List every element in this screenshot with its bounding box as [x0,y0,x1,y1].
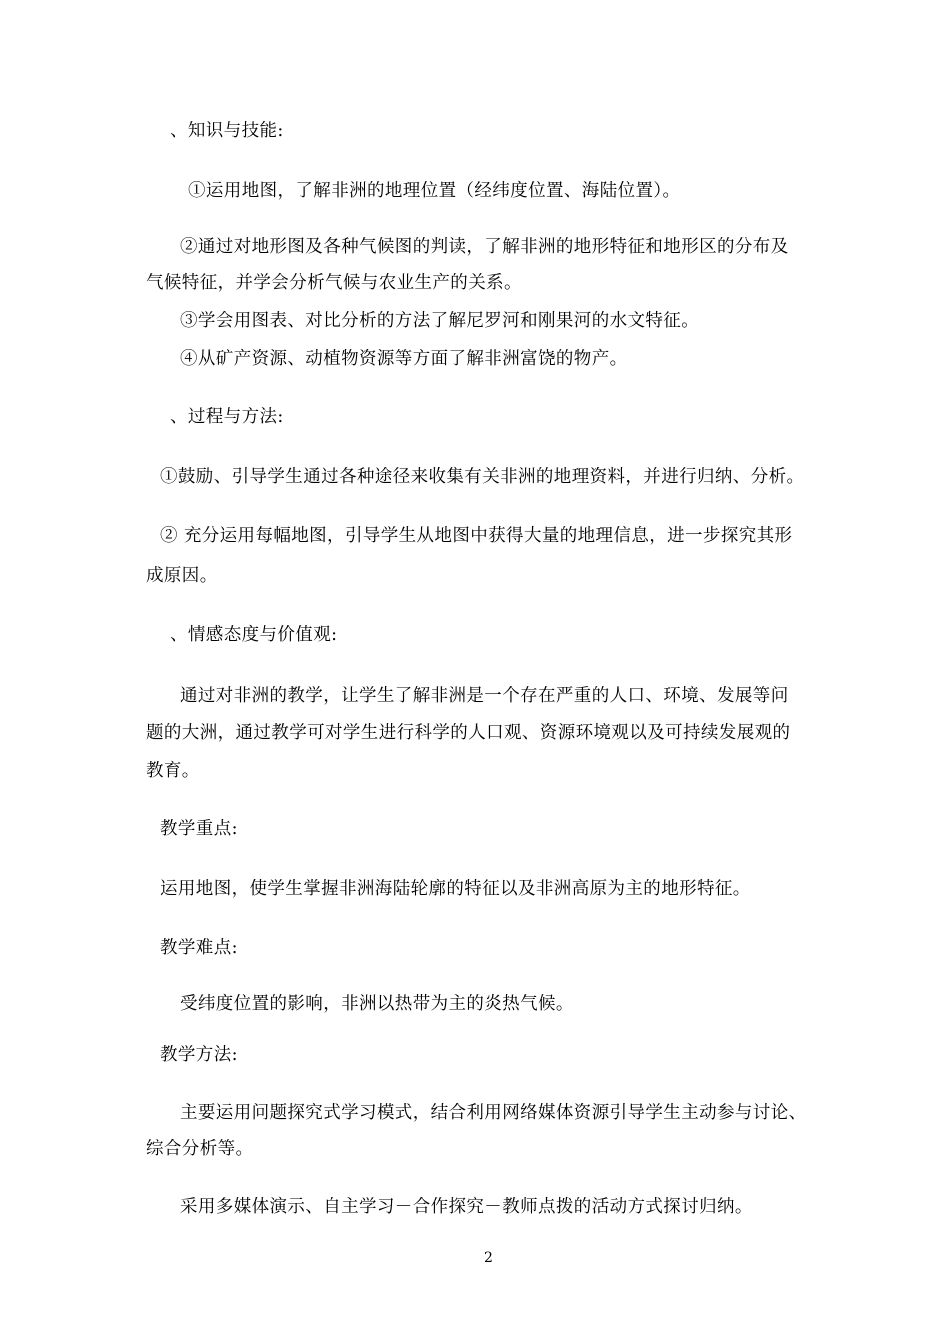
difficult-points-text: 受纬度位置的影响，非洲以热带为主的炎热气候。 [180,994,574,1014]
objective-item: ③学会用图表、对比分析的方法了解尼罗河和刚果河的水文特征。 [180,311,700,331]
paragraph-line: 主要运用问题探究式学习模式，结合利用网络媒体资源引导学生主动参与讨论、 [180,1103,807,1123]
difficult-points-heading: 教学难点: [160,938,238,958]
section-heading-knowledge-skills: 、知识与技能: [170,121,284,141]
paragraph-line: 题的大洲，通过教学可对学生进行科学的人口观、资源环境观以及可持续发展观的 [146,723,791,743]
methods-heading: 教学方法: [160,1045,238,1065]
paragraph-line: 采用多媒体演示、自主学习－合作探究－教师点拨的活动方式探讨归纳。 [180,1197,753,1217]
section-heading-process-methods: 、过程与方法: [170,407,284,427]
key-points-text: 运用地图，使学生掌握非洲海陆轮廓的特征以及非洲高原为主的地形特征。 [160,879,751,899]
paragraph-line: 教育。 [146,761,200,781]
paragraph-line: 综合分析等。 [146,1139,254,1159]
objective-item: ①运用地图，了解非洲的地理位置（经纬度位置、海陆位置）。 [188,181,681,201]
section-heading-emotion-values: 、情感态度与价值观: [170,625,338,645]
objective-item-continuation: 气候特征，并学会分析气候与农业生产的关系。 [146,273,522,293]
objective-item: ②通过对地形图及各种气候图的判读，了解非洲的地形特征和地形区的分布及 [180,237,789,257]
objective-item: ①鼓励、引导学生通过各种途径来收集有关非洲的地理资料，并进行归纳、分析。 [160,467,805,487]
objective-item: ④从矿产资源、动植物资源等方面了解非洲富饶的物产。 [180,349,628,369]
page-number: 2 [484,1250,493,1266]
objective-item: ② 充分运用每幅地图，引导学生从地图中获得大量的地理信息，进一步探究其形 [160,526,793,546]
key-points-heading: 教学重点: [160,819,238,839]
objective-item-continuation: 成原因。 [146,566,218,586]
paragraph-line: 通过对非洲的教学，让学生了解非洲是一个存在严重的人口、环境、发展等问 [180,686,789,706]
